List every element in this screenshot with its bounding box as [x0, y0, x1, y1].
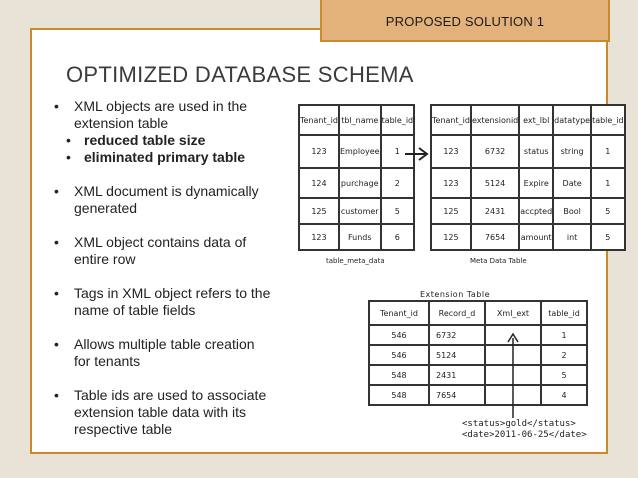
xml-line: <status>gold</status> — [462, 419, 576, 429]
bullet-item — [50, 285, 300, 319]
table-cell: status — [519, 135, 553, 168]
bullet-dot-icon: • — [54, 387, 59, 403]
table-caption: table_meta_data — [326, 257, 385, 265]
bullet-text: respective table — [74, 421, 173, 437]
sub-bullet-text: reduced table size — [84, 132, 206, 148]
xml-line: <date>2011-06-25</date> — [462, 430, 587, 440]
table-row — [369, 365, 587, 385]
bullet-dot-icon: • — [66, 132, 71, 148]
table-cell: 5 — [591, 224, 625, 250]
table-header-cell: datatype — [553, 105, 591, 135]
table-cell: purchage — [339, 168, 381, 198]
bullet-item — [50, 183, 300, 217]
table-row — [299, 224, 414, 250]
table-header-cell: table_id — [591, 105, 625, 135]
table-cell: 125 — [431, 224, 471, 250]
table-cell: 5 — [381, 198, 415, 224]
table-row — [299, 135, 414, 168]
bullet-item — [50, 234, 300, 268]
table-header-cell: table_id — [381, 105, 415, 135]
table-header-cell: table_id — [541, 301, 587, 325]
sub-bullet-item — [50, 132, 300, 149]
sub-bullet-text: eliminated primary table — [84, 149, 246, 165]
table-cell: int — [553, 224, 591, 250]
bullet-dot-icon: • — [66, 149, 71, 165]
table-cell: 6732 — [429, 325, 485, 345]
table-cell: 6 — [381, 224, 415, 250]
table-row — [369, 385, 587, 405]
bullet-dot-icon: • — [54, 234, 59, 250]
table-cell: customer — [339, 198, 381, 224]
table-header-cell: Tenant_id — [431, 105, 471, 135]
extension-table — [368, 300, 588, 406]
table-cell: 2 — [541, 345, 587, 365]
table-cell: 5124 — [429, 345, 485, 365]
table-header-cell: ext_lbl — [519, 105, 553, 135]
table-cell: 123 — [299, 135, 339, 168]
table-cell: 546 — [369, 325, 429, 345]
table-row — [431, 198, 625, 224]
table-row — [299, 198, 414, 224]
table-row — [299, 168, 414, 198]
section-banner — [320, 0, 610, 42]
bullet-text: entire row — [74, 251, 136, 267]
table-header-cell: Tenant_id — [369, 301, 429, 325]
table-cell: Employee — [339, 135, 381, 168]
table-cell: 1 — [591, 135, 625, 168]
table-header-cell: Record_d — [429, 301, 485, 325]
table-row — [431, 224, 625, 250]
table-row — [431, 135, 625, 168]
table-cell: Bool — [553, 198, 591, 224]
table-cell: Expire — [519, 168, 553, 198]
table-cell: 123 — [431, 168, 471, 198]
table-cell: amount — [519, 224, 553, 250]
bullet-text: for tenants — [74, 353, 141, 369]
slide-title: OPTIMIZED DATABASE SCHEMA — [66, 62, 414, 87]
bullet-text: XML object contains data of — [74, 234, 247, 250]
table-cell: 2 — [381, 168, 415, 198]
table-cell: 123 — [299, 224, 339, 250]
table-cell: 124 — [299, 168, 339, 198]
table-cell: 5 — [591, 198, 625, 224]
table-header-cell: Tenant_id — [299, 105, 339, 135]
bullet-item — [50, 336, 300, 370]
table-cell: accpted — [519, 198, 553, 224]
table-cell: Funds — [339, 224, 381, 250]
bullet-item — [50, 98, 300, 132]
table-cell: 5 — [541, 365, 587, 385]
table-caption: Extension Table — [420, 290, 491, 299]
bullet-item — [50, 387, 300, 438]
table-cell: string — [553, 135, 591, 168]
bullet-text: name of table fields — [74, 302, 196, 318]
up-arrow-icon — [507, 332, 519, 418]
table-cell: 548 — [369, 365, 429, 385]
table-header-cell: tbl_name — [339, 105, 381, 135]
table-cell: Date — [553, 168, 591, 198]
table-cell: 125 — [431, 198, 471, 224]
bullet-text: Tags in XML object refers to the — [74, 285, 271, 301]
table-cell: 1 — [541, 325, 587, 345]
bullet-list — [50, 98, 300, 455]
table-cell: 7654 — [471, 224, 519, 250]
bullet-dot-icon: • — [54, 98, 59, 114]
table-cell: 5124 — [471, 168, 519, 198]
table-cell: 2431 — [471, 198, 519, 224]
bullet-text: XML objects are used in the — [74, 98, 248, 114]
table-row — [369, 345, 587, 365]
right-arrow-icon — [404, 147, 430, 161]
table-cell: 2431 — [429, 365, 485, 385]
table-cell: 546 — [369, 345, 429, 365]
table-row — [369, 325, 587, 345]
table-cell: 1 — [591, 168, 625, 198]
xml-sample — [462, 419, 587, 441]
bullet-text: Allows multiple table creation — [74, 336, 255, 352]
table-row — [431, 168, 625, 198]
table-meta-data — [298, 104, 415, 251]
bullet-text: extension table — [74, 115, 169, 131]
bullet-dot-icon: • — [54, 336, 59, 352]
table-cell: 6732 — [471, 135, 519, 168]
table-cell: 123 — [431, 135, 471, 168]
bullet-text: Table ids are used to associate — [74, 387, 267, 403]
table-cell: 125 — [299, 198, 339, 224]
bullet-dot-icon: • — [54, 285, 59, 301]
table-cell: 1 — [381, 135, 415, 168]
sub-bullet-item — [50, 149, 300, 166]
bullet-text: generated — [74, 200, 138, 216]
table-cell: 548 — [369, 385, 429, 405]
meta-data-table — [430, 104, 626, 251]
table-cell: 4 — [541, 385, 587, 405]
banner-label: PROPOSED SOLUTION 1 — [385, 14, 545, 29]
bullet-dot-icon: • — [54, 183, 59, 199]
table-cell: 7654 — [429, 385, 485, 405]
bullet-text: extension table data with its — [74, 404, 246, 420]
bullet-text: XML document is dynamically — [74, 183, 259, 199]
table-caption: Meta Data Table — [470, 257, 527, 265]
table-header-cell: Xml_ext — [485, 301, 541, 325]
table-header-cell: extensionid — [471, 105, 519, 135]
